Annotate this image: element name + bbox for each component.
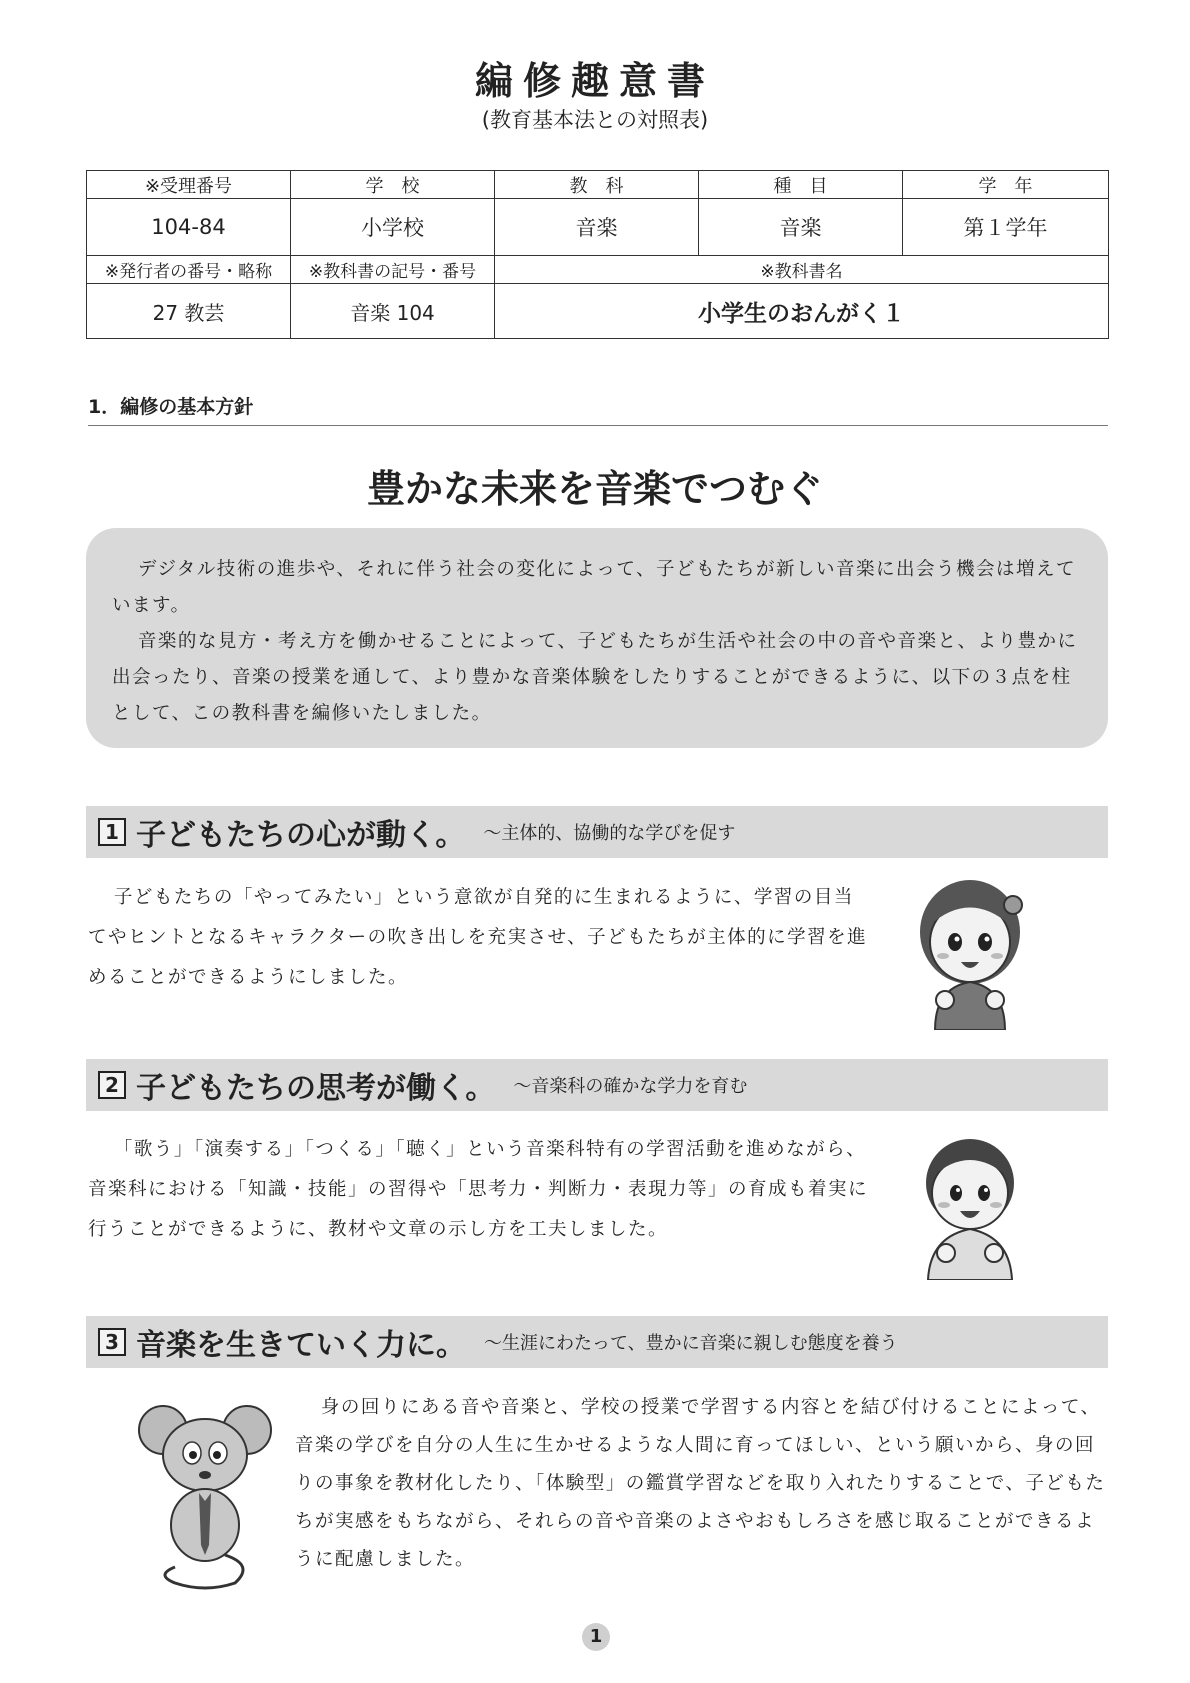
point-2-title: 子どもたちの思考が働く。 [136,1071,496,1106]
boy-character-illustration [910,1125,1030,1280]
value-category: 音楽 [699,199,903,256]
header-school: 学 校 [291,171,495,199]
mouse-character-illustration [135,1395,275,1595]
point-3-title: 音楽を生きていく力に。 [136,1328,466,1363]
value-publisher: 27 教芸 [87,284,291,339]
point-3-text: 身の回りにある音や音楽と、学校の授業で学習する内容とを結び付けることによって、音楽の学びを自分の人生に生かせるような人間に育ってほしい、という願いから、身の回りの事象を教材化したり、「体験型」の鑑賞学習などを取り入れたりすることで、子どもたちが実感をもちながら、それらの音や音楽のよさやおもしろさを感じ取ることができるように配慮しました。 [295,1397,1106,1570]
point-1-number: 1 [98,818,126,846]
point-1-subtitle: 〜主体的、協働的な学びを促す [483,823,736,844]
value-book: 小学生のおんがく１ [495,284,1109,339]
section-heading: 1．編修の基本方針 [88,392,1108,426]
point-3-bar [86,1316,1108,1368]
page-subtitle: (教育基本法との対照表) [481,108,709,132]
header-code: ※教科書の記号・番号 [291,256,495,284]
intro-paragraph-2: 音楽的な見方・考え方を働かせることによって、子どもたちが生活や社会の中の音や音楽と、より豊かに出会ったり、音楽の授業を通して、より豊かな音楽体験をしたりすることができるように、以下の３点を柱として、この教科書を編修いたしました。 [112,631,1078,724]
header-subject: 教 科 [495,171,699,199]
point-3-subtitle: 〜生涯にわたって、豊かに音楽に親しむ態度を養う [484,1333,898,1354]
value-school: 小学校 [291,199,495,256]
header-grade: 学 年 [903,171,1109,199]
main-heading: 豊かな未来を音楽でつむぐ [366,467,823,511]
point-3-number: 3 [98,1328,126,1356]
value-code: 音楽 104 [291,284,495,339]
header-publisher: ※発行者の番号・略称 [87,256,291,284]
point-2-subtitle: 〜音楽科の確かな学力を育む [513,1076,748,1097]
header-receipt: ※受理番号 [87,171,291,199]
point-2-text: 「歌う」「演奏する」「つくる」「聴く」という音楽科特有の学習活動を進めながら、音楽科における「知識・技能」の習得や「思考力・判断力・表現力等」の育成も着実に行うことができるように、教材や文章の示し方を工夫しました。 [88,1139,869,1240]
point-1-title: 子どもたちの心が動く。 [136,818,466,853]
girl-character-illustration [905,870,1035,1030]
header-category: 種 目 [699,171,903,199]
value-grade: 第１学年 [903,199,1109,256]
page-title: 編修趣意書 [474,58,715,103]
page-number: 1 [582,1623,610,1651]
info-table [86,170,1109,339]
value-receipt: 104-84 [87,199,291,256]
point-2-bar [86,1059,1108,1111]
value-subject: 音楽 [495,199,699,256]
header-book: ※教科書名 [495,256,1109,284]
point-2-number: 2 [98,1071,126,1099]
point-1-text: 子どもたちの「やってみたい」という意欲が自発的に生まれるように、学習の目当てやヒントとなるキャラクターの吹き出しを充実させ、子どもたちが主体的に学習を進めることができるようにしました。 [88,887,868,988]
point-1-bar [86,806,1108,858]
intro-box [86,528,1108,748]
intro-paragraph-1: デジタル技術の進歩や、それに伴う社会の変化によって、子どもたちが新しい音楽に出会う機会は増えています。 [112,559,1077,616]
